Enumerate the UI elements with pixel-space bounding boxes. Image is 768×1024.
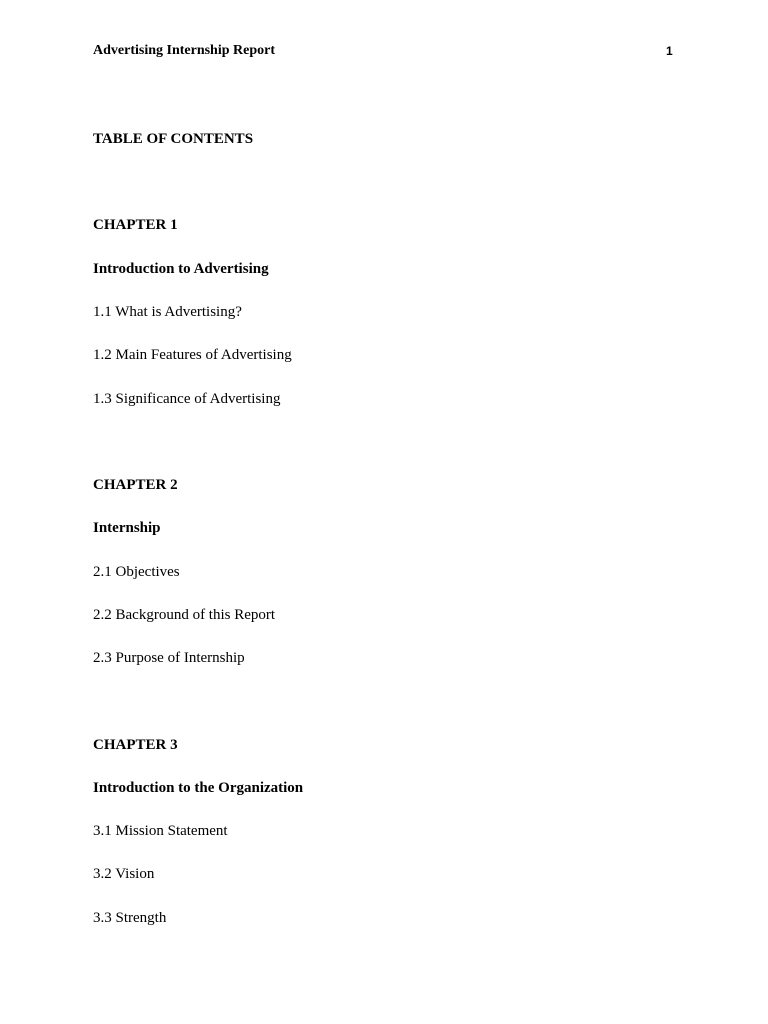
toc-entry-2-1: 2.1 Objectives bbox=[93, 564, 180, 580]
chapter-1-label: CHAPTER 1 bbox=[93, 217, 178, 233]
toc-title: TABLE OF CONTENTS bbox=[93, 131, 254, 147]
running-head: Advertising Internship Report bbox=[93, 43, 276, 58]
toc-entry-1-2: 1.2 Main Features of Advertising bbox=[93, 347, 292, 363]
chapter-1-title: Introduction to Advertising bbox=[93, 261, 269, 277]
chapter-2-title: Internship bbox=[93, 520, 161, 536]
toc-entry-1-1: 1.1 What is Advertising? bbox=[93, 304, 242, 320]
toc-entry-2-3: 2.3 Purpose of Internship bbox=[93, 650, 245, 666]
toc-entry-3-2: 3.2 Vision bbox=[93, 866, 155, 882]
page-number: 1 bbox=[666, 44, 673, 58]
chapter-2-label: CHAPTER 2 bbox=[93, 477, 178, 493]
toc-entry-1-3: 1.3 Significance of Advertising bbox=[93, 391, 281, 407]
toc-entry-3-1: 3.1 Mission Statement bbox=[93, 823, 228, 839]
chapter-3-title: Introduction to the Organization bbox=[93, 780, 304, 796]
chapter-3-label: CHAPTER 3 bbox=[93, 737, 178, 753]
toc-entry-2-2: 2.2 Background of this Report bbox=[93, 607, 276, 623]
toc-entry-3-3: 3.3 Strength bbox=[93, 910, 167, 926]
